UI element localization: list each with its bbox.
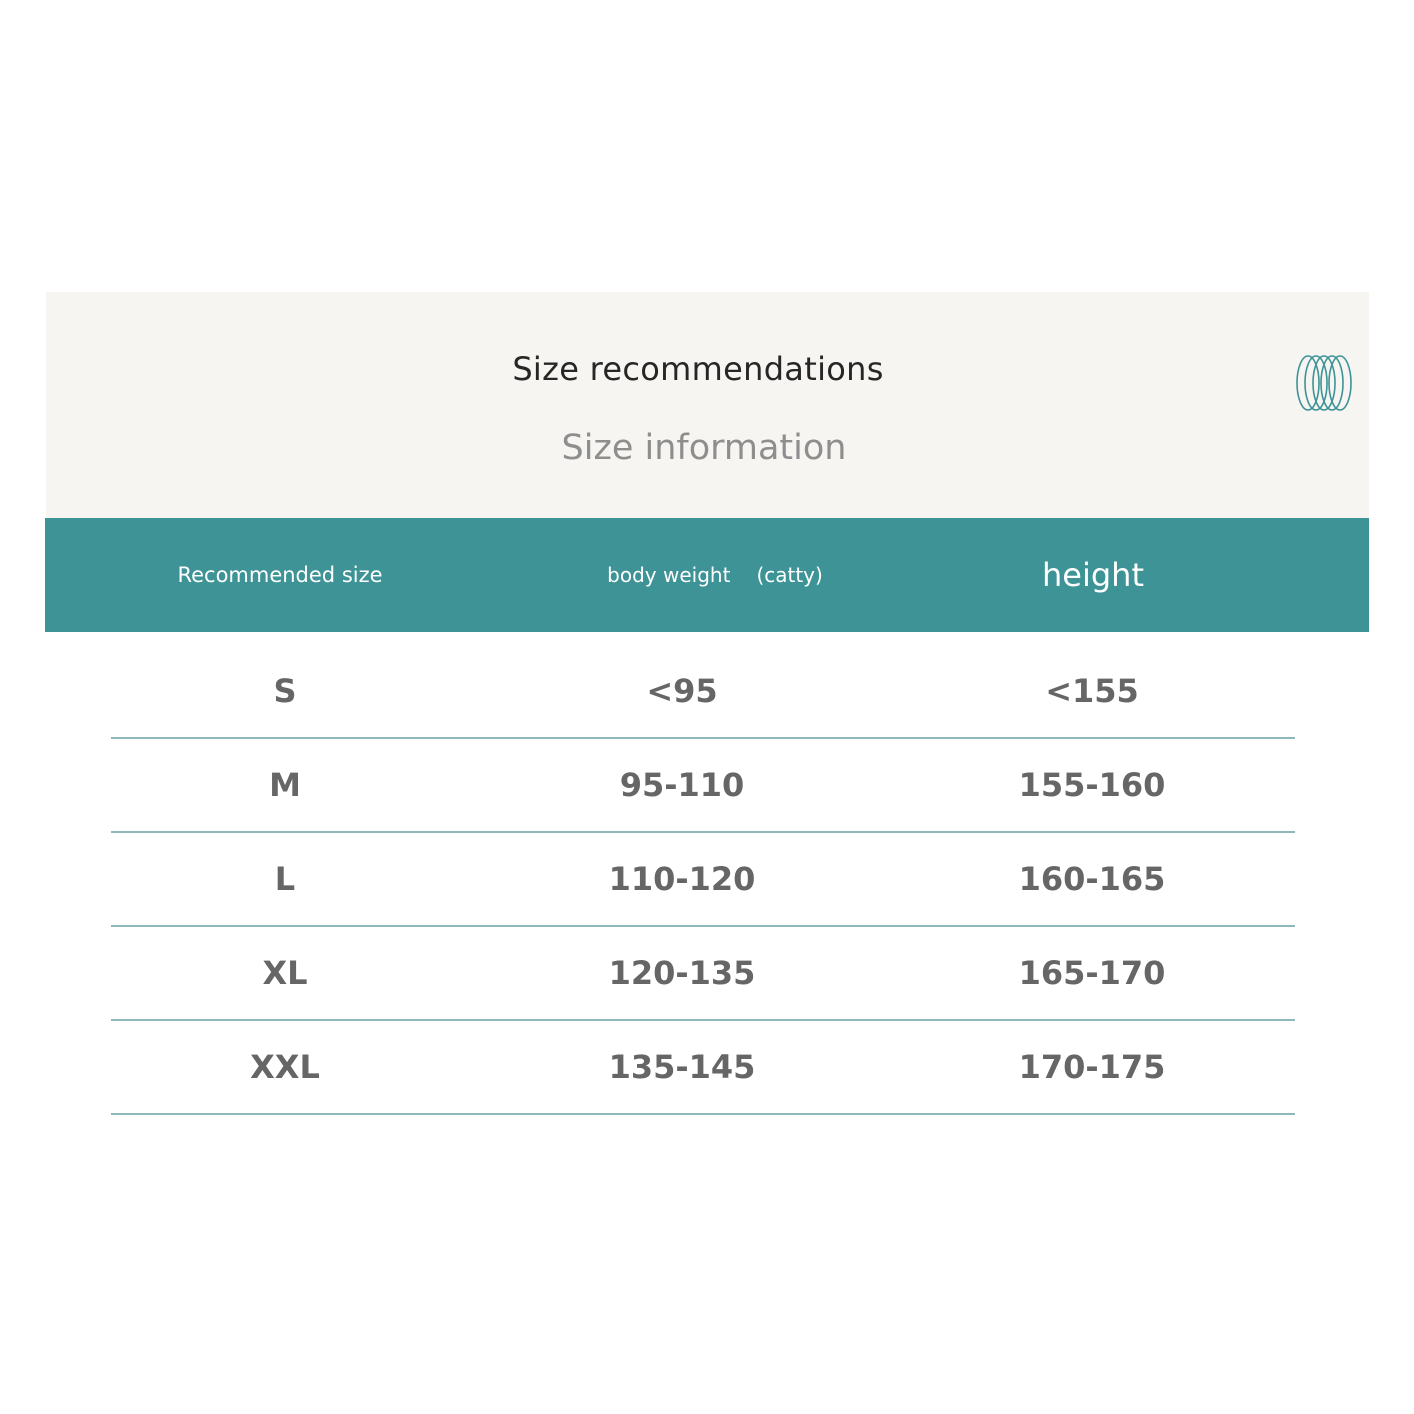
table-row — [111, 1021, 1295, 1115]
page-subtitle: Size information — [561, 428, 847, 468]
height-cell: <155 — [1045, 672, 1139, 710]
size-cell: XXL — [250, 1048, 320, 1086]
weight-cell: 110-120 — [608, 860, 756, 898]
column-header-height: height — [1042, 556, 1144, 594]
table-row — [111, 739, 1295, 833]
height-cell: 160-165 — [1018, 860, 1166, 898]
weight-cell: 135-145 — [608, 1048, 756, 1086]
table-header — [45, 518, 1369, 632]
size-cell: L — [274, 860, 296, 898]
column-header-size: Recommended size — [177, 563, 383, 587]
column-header-weight-unit: (catty) — [756, 563, 823, 587]
size-cell: M — [269, 766, 301, 804]
table-row — [111, 645, 1295, 739]
column-header-weight-label: body weight — [607, 563, 731, 587]
rings-icon — [1294, 352, 1354, 414]
column-header-weight — [565, 518, 865, 632]
size-cell: XL — [262, 954, 308, 992]
title-banner — [46, 292, 1369, 518]
weight-cell: <95 — [646, 672, 718, 710]
weight-cell: 120-135 — [608, 954, 756, 992]
size-table-body — [111, 645, 1295, 1115]
table-row — [111, 927, 1295, 1021]
height-cell: 155-160 — [1018, 766, 1166, 804]
size-cell: S — [273, 672, 297, 710]
height-cell: 170-175 — [1018, 1048, 1166, 1086]
table-row — [111, 833, 1295, 927]
height-cell: 165-170 — [1018, 954, 1166, 992]
page-title: Size recommendations — [512, 350, 884, 388]
weight-cell: 95-110 — [619, 766, 745, 804]
